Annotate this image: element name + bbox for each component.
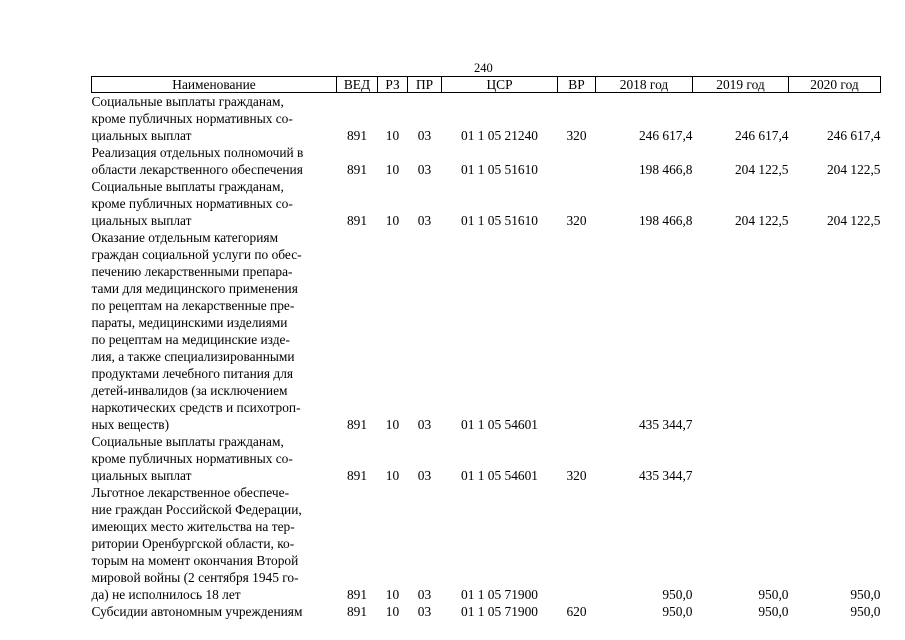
cell-ved: 891 (346, 128, 368, 143)
cell-2019: 204 122,5 (734, 213, 789, 228)
cell-csr: 01 1 05 21240 (461, 128, 538, 143)
table-row (92, 484, 881, 603)
cell-2018: 950,0 (662, 587, 693, 602)
cell-ved: 891 (346, 213, 368, 228)
cell-2018: 198 466,8 (638, 213, 693, 228)
cell-ved: 891 (346, 587, 368, 602)
cell-2020: 204 122,5 (826, 213, 881, 228)
cell-csr: 01 1 05 71900 (461, 604, 538, 619)
table-row (92, 229, 881, 433)
name-line: имеющих место жительства на тер- (91, 519, 295, 534)
header-row (92, 77, 881, 93)
cell-vr: 620 (566, 604, 587, 619)
header-name: Наименование (92, 77, 337, 93)
cell-pr: 03 (417, 587, 432, 602)
cell-rz: 10 (385, 468, 400, 483)
cell-vr: 320 (566, 468, 587, 483)
name-line: Субсидии автономным учреждениям (91, 604, 303, 619)
header-ved: ВЕД (337, 77, 378, 93)
name-line: Социальные выплаты гражданам, (91, 94, 284, 109)
name-line: по рецептам на медицинские изде- (91, 332, 290, 347)
header-rz: РЗ (378, 77, 408, 93)
name-line: мировой войны (2 сентября 1945 го- (91, 570, 299, 585)
name-line: тами для медицинского применения (91, 281, 298, 296)
cell-2020: 950,0 (850, 604, 881, 619)
name-line: циальных выплат (91, 468, 192, 483)
name-line: Социальные выплаты гражданам, (91, 434, 284, 449)
cell-2020: 950,0 (850, 587, 881, 602)
budget-table (91, 76, 881, 620)
header-2018: 2018 год (596, 77, 693, 93)
cell-vr: 320 (566, 128, 587, 143)
name-line: кроме публичных нормативных со- (91, 451, 293, 466)
cell-csr: 01 1 05 71900 (461, 587, 538, 602)
cell-name (92, 433, 337, 484)
cell-csr: 01 1 05 51610 (461, 162, 538, 177)
page-number: 240 (474, 61, 493, 75)
cell-vr (558, 144, 596, 178)
cell-ved: 891 (346, 162, 368, 177)
name-line: Льготное лекарственное обеспече- (91, 485, 290, 500)
cell-ved: 891 (346, 468, 368, 483)
cell-rz: 10 (385, 128, 400, 143)
header-2020: 2020 год (789, 77, 881, 93)
name-line: граждан социальной услуги по обес- (91, 247, 302, 262)
cell-pr: 03 (417, 213, 432, 228)
table-row (92, 144, 881, 178)
cell-name (92, 603, 337, 620)
name-line: кроме публичных нормативных со- (91, 196, 293, 211)
cell-csr: 01 1 05 54601 (461, 417, 538, 432)
cell-2018: 435 344,7 (638, 417, 693, 432)
name-line: да) не исполнилось 18 лет (91, 587, 241, 602)
cell-pr: 03 (417, 468, 432, 483)
header-2019: 2019 год (693, 77, 789, 93)
name-line: ритории Оренбургской области, ко- (91, 536, 295, 551)
cell-name (92, 93, 337, 145)
name-line: детей-инвалидов (за исключением (91, 383, 288, 398)
name-line: лия, а также специализированными (91, 349, 295, 364)
header-pr: ПР (408, 77, 442, 93)
cell-rz: 10 (385, 604, 400, 619)
cell-2020: 204 122,5 (826, 162, 881, 177)
name-line: Оказание отдельным категориям (91, 230, 279, 245)
name-line: ных веществ) (91, 417, 170, 432)
cell-csr: 01 1 05 51610 (461, 213, 538, 228)
header-csr: ЦСР (442, 77, 558, 93)
name-line: печению лекарственными препара- (91, 264, 293, 279)
name-line: Реализация отдельных полномочий в (91, 145, 304, 160)
cell-ved: 891 (346, 417, 368, 432)
cell-2018: 950,0 (662, 604, 693, 619)
table-row (92, 178, 881, 229)
name-line: области лекарственного обеспечения (91, 162, 303, 177)
cell-2019: 246 617,4 (734, 128, 789, 143)
name-line: ние граждан Российской Федерации, (91, 502, 302, 517)
cell-name (92, 144, 337, 178)
cell-ved: 891 (346, 604, 368, 619)
cell-2019: 950,0 (758, 587, 789, 602)
cell-name (92, 484, 337, 603)
cell-2018: 246 617,4 (638, 128, 693, 143)
cell-vr (558, 484, 596, 603)
cell-vr (558, 229, 596, 433)
table-header (92, 77, 881, 93)
cell-name (92, 178, 337, 229)
header-vr: ВР (558, 77, 596, 93)
name-line: наркотических средств и психотроп- (91, 400, 301, 415)
table-row (92, 603, 881, 620)
cell-2019 (693, 433, 789, 484)
cell-pr: 03 (417, 604, 432, 619)
table-row (92, 93, 881, 145)
name-line: по рецептам на лекарственные пре- (91, 298, 295, 313)
cell-rz: 10 (385, 213, 400, 228)
cell-2018: 198 466,8 (638, 162, 693, 177)
name-line: торым на момент окончания Второй (91, 553, 299, 568)
name-line: Социальные выплаты гражданам, (91, 179, 284, 194)
name-line: продуктами лечебного питания для (91, 366, 294, 381)
name-line: циальных выплат (91, 128, 192, 143)
cell-csr: 01 1 05 54601 (461, 468, 538, 483)
cell-rz: 10 (385, 417, 400, 432)
cell-pr: 03 (417, 162, 432, 177)
cell-2020: 246 617,4 (826, 128, 881, 143)
cell-pr: 03 (417, 128, 432, 143)
cell-vr: 320 (566, 213, 587, 228)
table-body (92, 93, 881, 621)
cell-rz: 10 (385, 587, 400, 602)
name-line: кроме публичных нормативных со- (91, 111, 293, 126)
cell-rz: 10 (385, 162, 400, 177)
cell-2019: 204 122,5 (734, 162, 789, 177)
cell-2020 (789, 433, 881, 484)
name-line: параты, медицинскими изделиями (91, 315, 288, 330)
cell-2018: 435 344,7 (638, 468, 693, 483)
cell-name (92, 229, 337, 433)
cell-pr: 03 (417, 417, 432, 432)
name-line: циальных выплат (91, 213, 192, 228)
cell-2019: 950,0 (758, 604, 789, 619)
table-row (92, 433, 881, 484)
cell-2019 (693, 229, 789, 433)
cell-2020 (789, 229, 881, 433)
